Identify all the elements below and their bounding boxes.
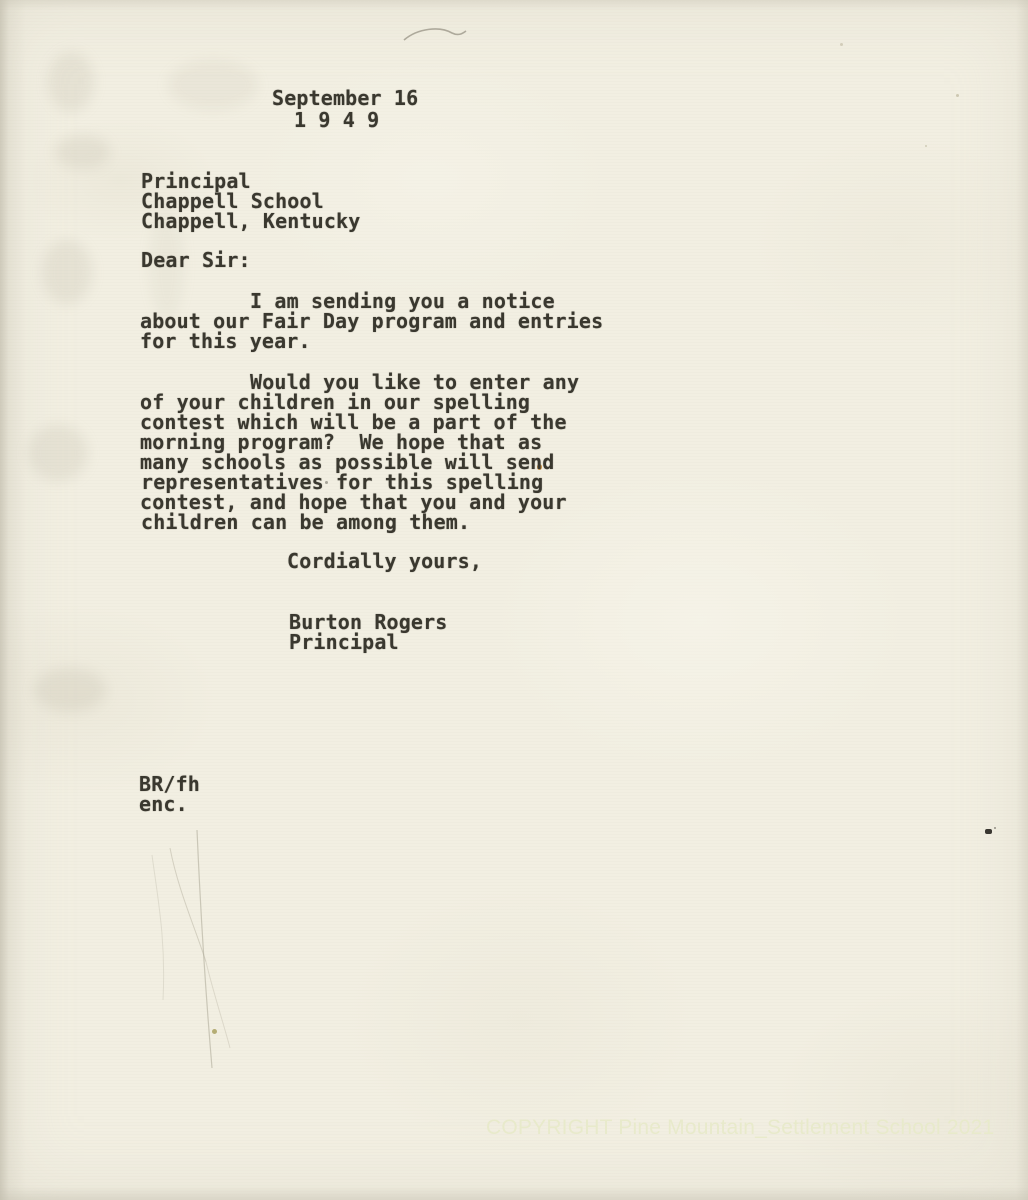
ink-speck-olive [212,1029,217,1034]
recipient-line-2: Chappell School [141,189,324,213]
ink-speck-faint [840,43,843,46]
body-line: for this year. [140,329,311,353]
bleedthrough-smudge [28,425,88,481]
crease-line [152,855,164,1000]
body-line: many schools as possible will send [140,450,555,474]
closing: Cordially yours, [287,549,483,573]
body-line: about our Fair Day program and entries [140,309,604,333]
ink-speck-faint [925,145,927,147]
copyright-watermark: COPYRIGHT Pine Mountain_Settlement School 2021 [486,1116,995,1139]
bleedthrough-smudge [55,135,110,169]
typist-initials: BR/fh [139,772,200,796]
body-line: morning program? We hope that as [140,430,543,454]
body-line: Would you like to enter any [250,370,580,394]
scan-edge-shadow-bottom [0,1186,1028,1200]
bleedthrough-smudge [42,240,92,304]
salutation: Dear Sir: [141,248,251,272]
ink-speck-faint [956,94,959,97]
scan-edge-shadow-right [1016,0,1028,1200]
crease-line [197,830,212,1068]
date-line-1: September 16 [272,86,419,110]
recipient-line-3: Chappell, Kentucky [141,209,361,233]
bleedthrough-smudge [48,52,94,112]
crease-line [206,962,230,1048]
body-line: contest which will be a part of the [140,410,567,434]
body-line: contest, and hope that you and your [140,490,567,514]
crease-line [170,848,206,962]
bleedthrough-smudge [34,668,106,712]
body-line: I am sending you a notice [250,289,555,313]
body-line: children can be among them. [141,510,471,534]
body-line: representatives for this spelling [141,470,544,494]
date-line-2: 1 9 4 9 [294,108,380,132]
ink-speck-dark [994,827,996,829]
body-line: of your children in our spelling [140,390,531,414]
signature-title: Principal [289,630,399,654]
scan-edge-shadow-top [0,0,1028,10]
scan-edge-shadow-left [0,0,26,1200]
pencil-mark [404,29,466,40]
bleedthrough-smudge [168,60,258,110]
recipient-line-1: Principal [141,169,251,193]
enclosure-note: enc. [139,792,188,816]
signature-name: Burton Rogers [289,610,448,634]
ink-speck-dark [985,829,992,834]
